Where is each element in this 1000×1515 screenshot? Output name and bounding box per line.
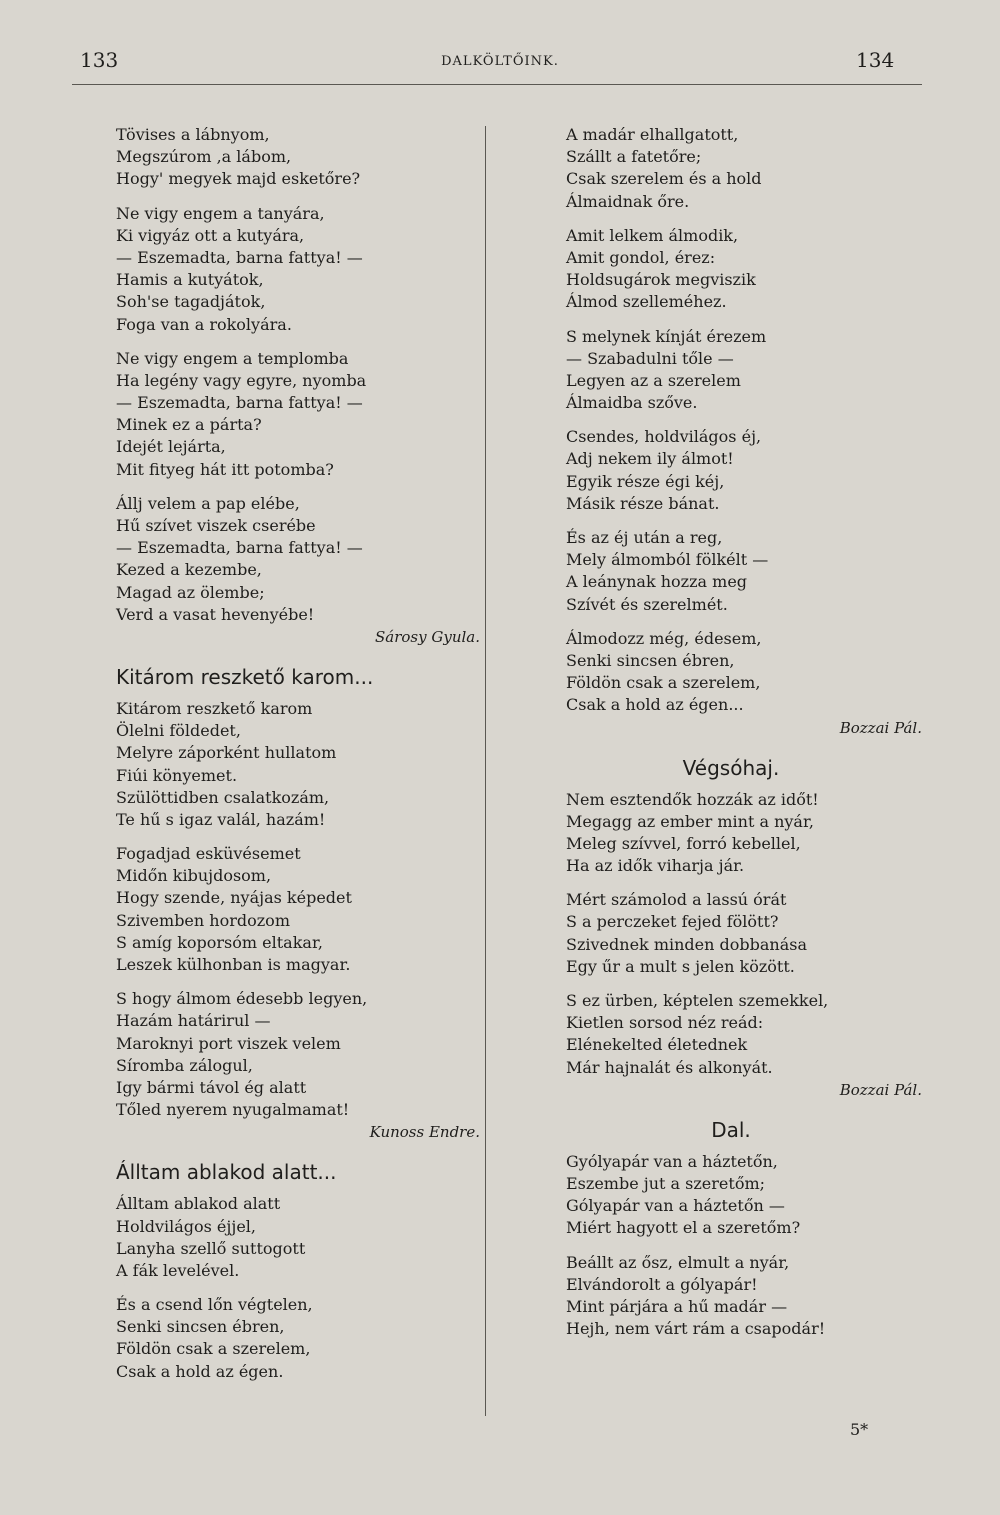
verse-line: Hazám határirul — — [116, 1011, 271, 1031]
verse-line: Szívét és szerelmét. — [566, 594, 728, 614]
stanza — [116, 1294, 476, 1383]
verse-line: Szülöttidben csalatkozám, — [116, 787, 330, 807]
verse-line: Amit lelkem álmodik, — [566, 225, 739, 245]
right-column — [566, 124, 936, 1340]
verse-line: Elvándorolt a gólyapár! — [566, 1274, 758, 1294]
verse-line: A fák levelével. — [116, 1260, 240, 1280]
stanza — [116, 698, 476, 831]
verse-line: Mely álmomból fölkélt — — [566, 550, 769, 570]
verse-line: Gyólyapár van a háztetőn, — [566, 1151, 778, 1171]
verse-line: Kietlen sorsod néz reád: — [566, 1013, 764, 1033]
stanza — [116, 1193, 476, 1282]
verse-line: Ki vigyáz ott a kutyára, — [116, 225, 305, 245]
verse-line: Foga van a rokolyára. — [116, 314, 292, 334]
stanza — [566, 326, 936, 415]
stanza — [116, 348, 476, 481]
verse-line: — Eszemadta, barna fattya! — — [116, 247, 363, 267]
verse-line: Csak a hold az égen... — [566, 695, 744, 715]
verse-line: Állj velem a pap elébe, — [116, 493, 300, 513]
verse-line: — Szabadulni tőle — — [566, 348, 734, 368]
verse-line: Mit fityeg hát itt potomba? — [116, 459, 334, 479]
verse-line: S a perczeket fejed fölött? — [566, 912, 779, 932]
verse-line: Álmaidba szőve. — [566, 393, 698, 413]
verse-line: Soh'se tagadjátok, — [116, 292, 266, 312]
poem-author: Bozzai Pál. — [839, 1080, 922, 1099]
poem-title: Álltam ablakod alatt... — [116, 1160, 337, 1185]
verse-line: És a csend lőn végtelen, — [116, 1295, 313, 1315]
left-column — [116, 124, 480, 1383]
stanza — [566, 628, 936, 717]
verse-line: Tőled nyerem nyugalmamat! — [116, 1100, 350, 1120]
poem-title: Végsóhaj. — [682, 755, 780, 780]
verse-line: Mint párjára a hű madár — — [566, 1296, 788, 1316]
poem-author: Bozzai Pál. — [839, 718, 922, 737]
verse-line: Gólyapár van a háztetőn — — [566, 1196, 785, 1216]
verse-line: S melynek kínját érezem — [566, 326, 767, 346]
verse-line: És az éj után a reg, — [566, 528, 723, 547]
poem-author: Sárosy Gyula. — [375, 627, 480, 646]
verse-line: Te hű s igaz valál, hazám! — [116, 809, 326, 829]
verse-line: — Eszemadta, barna fattya! — — [116, 538, 363, 558]
verse-line: Csak szerelem és a hold — [566, 169, 762, 189]
verse-line: — Eszemadta, barna fattya! — — [116, 393, 363, 413]
verse-line: Senki sincsen ébren, — [566, 650, 735, 670]
verse-line: Leszek külhonban is magyar. — [116, 955, 351, 974]
verse-line: Már hajnalát és alkonyát. — [566, 1057, 773, 1077]
verse-line: Álmodozz még, édesem, — [566, 628, 762, 648]
verse-line: Lanyha szellő suttogott — [116, 1238, 306, 1258]
verse-line: Kezed a kezembe, — [116, 560, 262, 580]
poem-title: Dal. — [711, 1117, 751, 1142]
verse-line: Maroknyi port viszek velem — [116, 1033, 341, 1053]
stanza — [566, 124, 936, 213]
verse-line: Ha legény vagy egyre, nyomba — [116, 370, 367, 390]
header-rule — [72, 84, 922, 85]
stanza — [566, 889, 936, 978]
verse-line: Beállt az ősz, elmult a nyár, — [566, 1252, 790, 1272]
verse-line: Szivemben hordozom — [116, 910, 290, 930]
stanza — [566, 1252, 936, 1341]
verse-line: Ölelni földedet, — [116, 721, 241, 741]
verse-line: Fiúi könyemet. — [116, 765, 238, 785]
verse-line: S hogy álmom édesebb legyen, — [116, 989, 368, 1009]
verse-line: Ne vigy engem a templomba — [116, 348, 349, 368]
verse-line: A leánynak hozza meg — [566, 572, 748, 592]
poem-author: Kunoss Endre. — [369, 1123, 480, 1142]
verse-line: Legyen az a szerelem — [566, 370, 741, 390]
verse-line: Magad az ölembe; — [116, 582, 265, 602]
page-number-left: 133 — [80, 48, 119, 72]
verse-line: Holdsugárok megviszik — [566, 270, 756, 290]
verse-line: Földön csak a szerelem, — [566, 673, 761, 693]
verse-line: Egyik része égi kéj, — [566, 471, 725, 491]
stanza — [566, 426, 936, 515]
verse-line: Hejh, nem várt rám a csapodár! — [566, 1319, 826, 1339]
verse-line: Eszembe jut a szeretőm; — [566, 1173, 766, 1193]
verse-line: Amit gondol, érez: — [566, 247, 716, 267]
verse-line: Fogadjad esküvésemet — [116, 844, 301, 864]
stanza — [116, 843, 476, 976]
verse-line: Síromba zálogul, — [116, 1055, 253, 1075]
verse-line: Egy űr a mult s jelen között. — [566, 956, 795, 976]
verse-line: Midőn kibujdosom, — [116, 866, 272, 886]
column-divider — [485, 126, 486, 1416]
verse-line: S ez ürben, képtelen szemekkel, — [566, 991, 829, 1010]
verse-line: S amíg koporsóm eltakar, — [116, 932, 323, 952]
verse-line: Megszúrom ,a lábom, — [116, 147, 292, 167]
verse-line: Minek ez a párta? — [116, 415, 262, 435]
verse-line: Holdvilágos éjjel, — [116, 1216, 256, 1236]
stanza — [116, 493, 476, 626]
stanza — [116, 124, 476, 191]
stanza — [566, 527, 936, 616]
verse-line: Senki sincsen ébren, — [116, 1317, 285, 1337]
verse-line: Álmod szelleméhez. — [566, 292, 727, 312]
verse-line: Kitárom reszkető karom — [116, 698, 313, 718]
running-title: DALKÖLTŐINK. — [441, 54, 559, 69]
verse-line: A madár elhallgatott, — [566, 125, 739, 144]
verse-line: Szállt a fatetőre; — [566, 147, 702, 167]
stanza — [566, 789, 936, 878]
verse-line: Álltam ablakod alatt — [116, 1194, 281, 1214]
page-number-right: 134 — [856, 48, 895, 72]
verse-line: Igy bármi távol ég alatt — [116, 1077, 307, 1097]
verse-line: Idejét lejárta, — [116, 437, 226, 457]
verse-line: Tövises a lábnyom, — [116, 125, 270, 144]
page-header — [0, 48, 1000, 78]
verse-line: Szivednek minden dobbanása — [566, 934, 807, 954]
verse-line: Megagg az ember mint a nyár, — [566, 811, 814, 831]
stanza — [566, 225, 936, 314]
verse-line: Ne vigy engem a tanyára, — [116, 203, 325, 223]
verse-line: Ha az idők viharja jár. — [566, 856, 745, 876]
verse-line: Verd a vasat hevenyébe! — [116, 604, 315, 624]
verse-line: Hű szívet viszek cserébe — [116, 516, 316, 535]
stanza — [566, 990, 936, 1079]
verse-line: Földön csak a szerelem, — [116, 1339, 311, 1359]
verse-line: Másik része bánat. — [566, 493, 720, 513]
verse-line: Csendes, holdvilágos éj, — [566, 427, 762, 447]
stanza — [116, 203, 476, 336]
verse-line: Álmaidnak őre. — [566, 191, 690, 211]
signature-mark: 5* — [850, 1420, 869, 1439]
verse-line: Hamis a kutyátok, — [116, 270, 264, 290]
verse-line: Miért hagyott el a szeretőm? — [566, 1218, 801, 1238]
verse-line: Meleg szívvel, forró kebellel, — [566, 833, 801, 853]
verse-line: Elénekelted életednek — [566, 1035, 748, 1055]
verse-line: Adj nekem ily álmot! — [566, 449, 734, 469]
verse-line: Nem esztendők hozzák az időt! — [566, 789, 819, 809]
verse-line: Hogy szende, nyájas képedet — [116, 888, 352, 908]
verse-line: Mért számolod a lassú órát — [566, 890, 787, 910]
verse-line: Hogy' megyek majd esketőre? — [116, 169, 361, 189]
poem-title: Kitárom reszkető karom... — [116, 664, 374, 689]
verse-line: Melyre záporként hullatom — [116, 743, 337, 763]
verse-line: Csak a hold az égen. — [116, 1361, 284, 1381]
stanza — [116, 988, 476, 1121]
stanza — [566, 1151, 936, 1240]
